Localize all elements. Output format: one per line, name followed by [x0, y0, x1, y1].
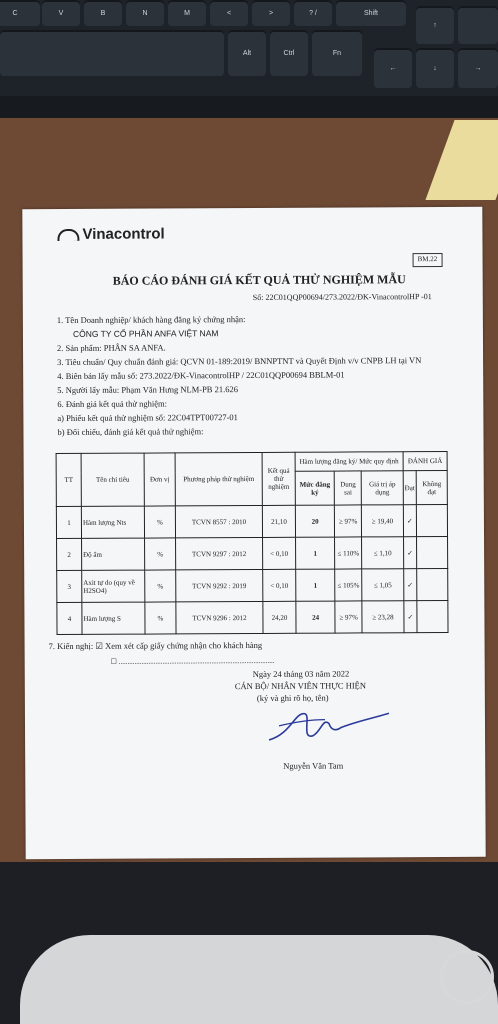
table-cell: 4	[57, 602, 82, 634]
table-header: TT	[56, 453, 81, 506]
table-cell: 1	[296, 537, 335, 569]
logo-mark-icon	[57, 229, 79, 241]
recommendation: 7. Kiến nghị: ☑ Xem xét cấp giấy chứng nhận cho khách hàng	[48, 639, 263, 652]
table-cell: 3	[57, 570, 82, 602]
key: Shift	[336, 0, 406, 26]
line-1: 1. Tên Doanh nghiệp/ khách hàng đăng ký chứng nhận:	[56, 314, 246, 326]
key: B	[84, 0, 122, 26]
table-cell: ≥ 97%	[335, 505, 362, 537]
table-header: Kết quả thử nghiệm	[262, 452, 295, 505]
table-cell: ✓	[404, 569, 417, 601]
table-cell: 24,20	[263, 601, 296, 633]
company-logo	[57, 226, 164, 243]
table-cell: TCVN 9292 : 2019	[176, 569, 263, 601]
key: >	[252, 0, 290, 26]
table-cell	[416, 504, 447, 536]
sign-date: Ngày 24 tháng 03 năm 2022	[252, 668, 350, 680]
table-cell: ≤ 105%	[335, 569, 362, 601]
table-cell: ✓	[403, 505, 416, 537]
table-cell: 1	[56, 506, 81, 538]
table-cell: < 0,10	[263, 537, 296, 569]
table-row	[56, 504, 447, 538]
results-table	[56, 451, 449, 635]
key: Fn	[312, 30, 362, 76]
table-subheader: Dung sai	[334, 471, 361, 505]
sign-note: (ký và ghi rõ họ, tên)	[256, 692, 329, 703]
key: ↑	[416, 6, 454, 44]
table-cell: ≥ 97%	[335, 601, 362, 633]
sign-role: CÁN BỘ/ NHÂN VIÊN THỰC HIỆN	[234, 680, 367, 692]
document-sheet	[22, 207, 485, 859]
table-cell: %	[145, 602, 176, 634]
line-2: 2. Sản phẩm: PHÂN SA ANFA.	[57, 342, 166, 354]
table-row	[57, 568, 448, 602]
table-cell: TCVN 8557 : 2010	[175, 505, 262, 537]
table-subheader: Giá trị áp dụng	[361, 471, 403, 505]
table-subheader: Đạt	[403, 471, 416, 505]
table-cell: Độ ẩm	[82, 538, 145, 570]
keyboard	[0, 0, 498, 118]
table-cell: %	[145, 538, 176, 570]
logo-text: Vinacontrol	[82, 225, 165, 243]
table-header: Đơn vị	[144, 453, 175, 506]
table-cell: TCVN 9297 : 2012	[176, 537, 263, 569]
key: <	[210, 0, 248, 26]
table-cell: 21,10	[262, 505, 295, 537]
form-code: BM.22	[413, 253, 443, 267]
table-row	[57, 536, 448, 570]
table-cell: ≥ 19,40	[362, 505, 404, 537]
line-6a: a) Phiếu kết quả thử nghiệm số: 22C04TPT00727-01	[57, 412, 238, 424]
table-cell: Axit tự do (quy về H2SO4)	[82, 570, 145, 602]
document-title: BÁO CÁO ĐÁNH GIÁ KẾT QUẢ THỬ NGHIỆM MẪU	[112, 272, 406, 288]
line-5: 5. Người lấy mẫu: Phạm Văn Hưng NLM-PB 21.626	[57, 384, 238, 396]
table-cell: 1	[296, 569, 335, 601]
table-cell: TCVN 9296 : 2012	[176, 601, 263, 633]
table-cell: ≤ 1,10	[362, 537, 404, 569]
table-cell	[417, 536, 448, 568]
line-company: CÔNG TY CỔ PHẦN ANFA VIỆT NAM	[72, 328, 219, 339]
key: →	[458, 48, 498, 88]
table-header: Phương pháp thử nghiệm	[175, 452, 262, 505]
key: Alt	[228, 30, 266, 76]
jacket	[20, 935, 498, 1024]
key: ↓	[416, 48, 454, 88]
table-cell: ✓	[404, 601, 417, 633]
signer-name: Nguyễn Văn Tam	[283, 760, 344, 771]
key: M	[168, 0, 206, 26]
table-header-row	[56, 451, 447, 472]
signature-image	[261, 705, 391, 746]
line-6: 6. Đánh giá kết quả thử nghiệm:	[57, 398, 168, 410]
table-cell: ≤ 110%	[335, 537, 362, 569]
key: ? /	[294, 0, 332, 26]
recommendation-blank: ☐ .........................................................................................	[110, 656, 275, 666]
table-cell: ≥ 23,28	[362, 601, 404, 633]
key	[0, 30, 224, 76]
line-3: 3. Tiêu chuẩn/ Quy chuẩn đánh giá: QCVN 01-189:2019/ BNNPTNT và Quyết Định v/v CNPB LH tại VN	[57, 355, 422, 368]
key: N	[126, 0, 164, 26]
table-header: ĐÁNH GIÁ	[403, 451, 447, 471]
key-ring	[440, 950, 494, 1004]
report-number: Số: 22C01QQP00694/273.2022/ĐK-VinacontrolHP -01	[252, 292, 432, 303]
table-subheader: Mức đăng ký	[295, 471, 334, 505]
table-cell: Hàm lượng Nts	[81, 506, 144, 538]
line-4: 4. Biên bản lấy mẫu số: 273.2022/ĐK-VinacontrolHP / 22C01QQP00694 BBLM-01	[57, 369, 345, 382]
keyboard-edge	[0, 96, 498, 120]
table-row	[57, 600, 448, 634]
table-subheader: Không đạt	[416, 471, 447, 505]
table-cell: %	[144, 506, 175, 538]
key: Ctrl	[270, 30, 308, 76]
table-cell: Hàm lượng S	[82, 602, 145, 634]
table-cell: 2	[57, 538, 82, 570]
key	[458, 6, 498, 44]
key: C	[0, 0, 40, 26]
table-cell: < 0,10	[263, 569, 296, 601]
table-cell	[417, 568, 448, 600]
table-header: Hàm lượng đăng ký/ Mức quy định	[295, 452, 403, 472]
line-6b: b) Đối chiếu, đánh giá kết quả thử nghiệm:	[57, 426, 204, 438]
table-cell: ✓	[403, 537, 416, 569]
table-header: Tên chỉ tiêu	[81, 453, 144, 506]
table-cell	[417, 600, 448, 632]
table-cell: 24	[296, 601, 335, 633]
table-cell: %	[145, 570, 176, 602]
key: ←	[374, 48, 412, 88]
key: V	[42, 0, 80, 26]
table-cell: 20	[295, 505, 334, 537]
table-cell: ≤ 1,05	[362, 569, 404, 601]
